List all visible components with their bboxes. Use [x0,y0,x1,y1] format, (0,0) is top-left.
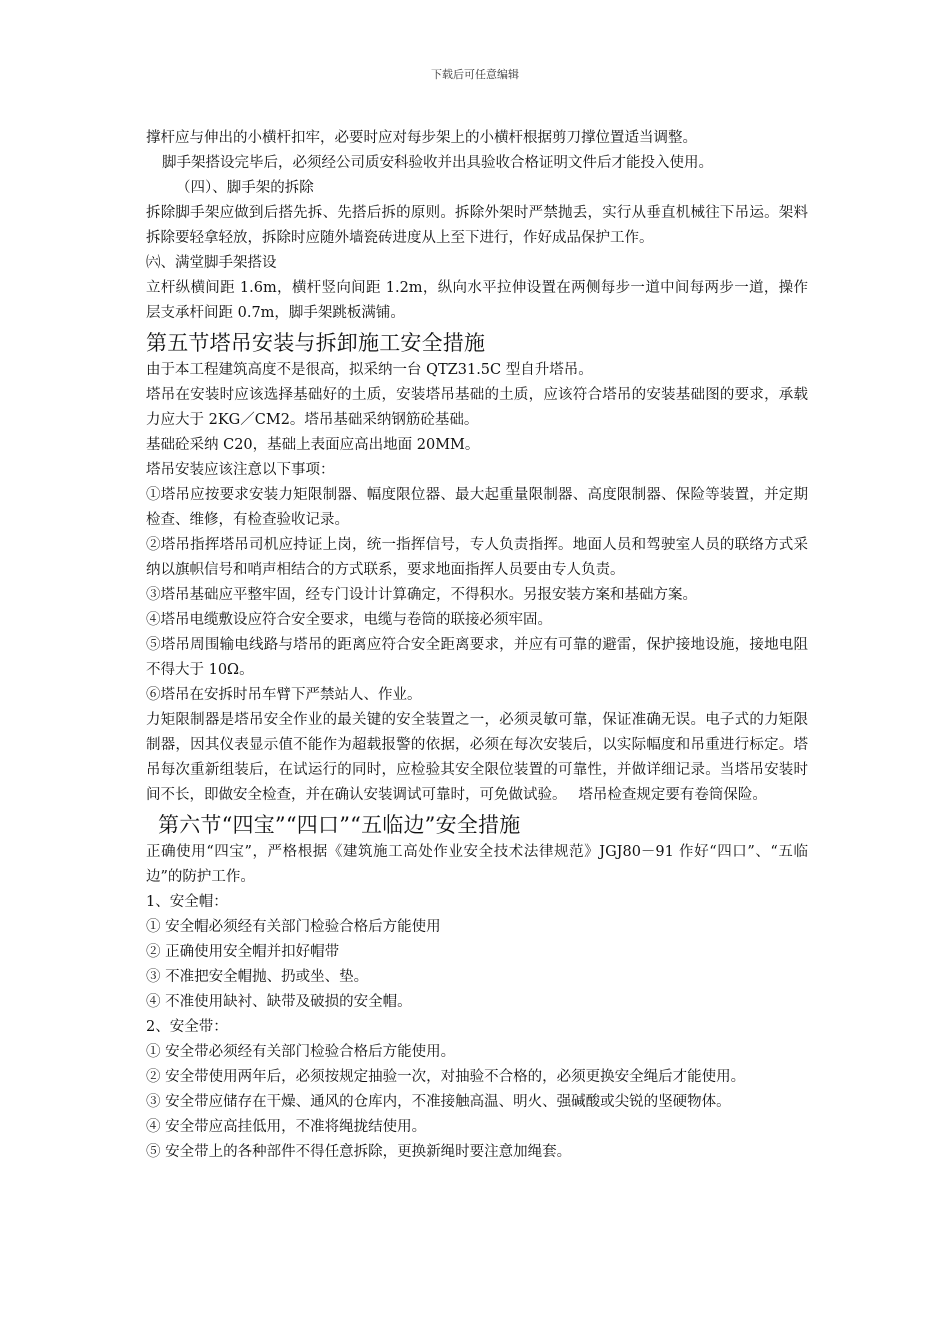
list-item: ③ 不准把安全帽抛、扔或坐、垫。 [146,969,369,985]
list-item: ③ 安全带应储存在干燥、通风的仓库内，不准接触高温、明火、强碱酸或尖锐的坚硬物体。 [146,1094,731,1110]
list-item: ② 正确使用安全帽并扣好帽带 [146,944,340,960]
paragraph: 基础砼采纳 C20，基础上表面应高出地面 20MM。 [146,437,480,453]
paragraph: 立杆纵横间距 1.6m，横杆竖向间距 1.2m，纵向水平拉伸设置在两侧每步一道中间每两步一道，操作层支承杆间距 0.7m，脚手架跳板满铺。 [146,280,808,321]
subheading: ㈥、满堂脚手架搭设 [146,255,277,271]
subheading: 2、安全带： [146,1019,228,1035]
list-item: ④ 安全带应高挂低用，不准将绳拢结使用。 [146,1119,427,1135]
page-header: 下载后可任意编辑 [431,68,519,81]
paragraph: 塔吊安装应该注意以下事项： [146,462,335,478]
section-title: 第五节塔吊安装与拆卸施工安全措施 [146,331,486,355]
paragraph: 由于本工程建筑高度不是很高，拟采纳一台 QTZ31.5C 型自升塔吊。 [146,362,593,378]
list-item: ①塔吊应按要求安装力矩限制器、幅度限位器、最大起重量限制器、高度限制器、保险等装置，并定期检查、维修，有检查验收记录。 [146,487,808,528]
list-item: ④塔吊电缆敷设应符合安全要求，电缆与卷筒的联接必须牢固。 [146,612,552,628]
list-item: ⑤ 安全带上的各种部件不得任意拆除，更换新绳时要注意加绳套。 [146,1144,572,1160]
list-item: ⑤塔吊周围输电线路与塔吊的距离应符合安全距离要求，并应有可靠的避雷，保护接地设施，接地电阻不得大于 10Ω。 [146,637,808,678]
paragraph: 脚手架搭设完毕后，必须经公司质安科验收并出具验收合格证明文件后才能投入使用。 [162,155,713,171]
subheading: 1、安全帽： [146,894,228,910]
paragraph: 撑杆应与伸出的小横杆扣牢，必要时应对每步架上的小横杆根据剪刀撑位置适当调整。 [146,130,697,146]
document-body [146,126,808,1165]
list-item: ②塔吊指挥塔吊司机应持证上岗，统一指挥信号，专人负责指挥。地面人员和驾驶室人员的联络方式采纳以旗帜信号和哨声相结合的方式联系，要求地面指挥人员要由专人负责。 [146,537,808,578]
paragraph: 塔吊在安装时应该选择基础好的土质，安装塔吊基础的土质，应该符合塔吊的安装基础图的要求，承载力应大于 2KG／CM2。塔吊基础采纳钢筋砼基础。 [146,387,808,428]
list-item: ① 安全帽必须经有关部门检验合格后方能使用 [146,919,441,935]
list-item: ⑥塔吊在安拆时吊车臂下严禁站人、作业。 [146,687,422,703]
subheading: （四）、脚手架的拆除 [176,180,314,196]
paragraph: 力矩限制器是塔吊安全作业的最关键的安全装置之一，必须灵敏可靠，保证准确无误。电子式的力矩限制器，因其仪表显示值不能作为超载报警的依据，必须在每次安装后，以实际幅度和吊重进行标定。塔吊每次重新组装后，在试运行的同时，应检验其安全限位装置的可靠性，并做详细记录。当塔吊安装时间不长，即做安全检查，并在确认安装调试可靠时，可免做试验。 塔吊检查规定要有卷筒保险。 [146,712,808,803]
paragraph: 拆除脚手架应做到后搭先拆、先搭后拆的原则。拆除外架时严禁抛丢，实行从垂直机械往下吊运。架料拆除要轻拿轻放，拆除时应随外墙瓷砖进度从上至下进行，作好成品保护工作。 [146,205,808,246]
section-title: 第六节“四宝”“四口”“五临边”安全措施 [158,813,521,837]
list-item: ③塔吊基础应平整牢固，经专门设计计算确定，不得积水。另报安装方案和基础方案。 [146,587,697,603]
list-item: ② 安全带使用两年后，必须按规定抽验一次，对抽验不合格的，必须更换安全绳后才能使用。 [146,1069,746,1085]
list-item: ① 安全带必须经有关部门检验合格后方能使用。 [146,1044,456,1060]
paragraph: 正确使用“四宝”，严格根据《建筑施工高处作业安全技术法律规范》JGJ80－91 作好“四口”、“五临边”的防护工作。 [146,844,808,885]
list-item: ④ 不准使用缺衬、缺带及破损的安全帽。 [146,994,412,1010]
